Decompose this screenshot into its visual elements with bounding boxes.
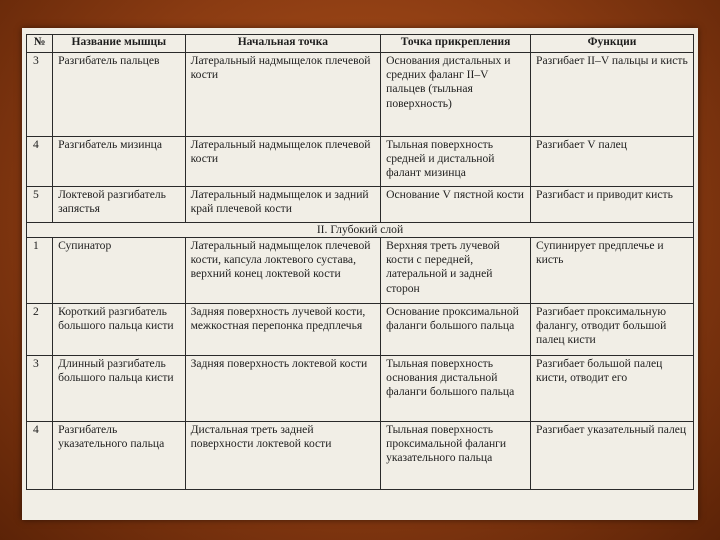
header-insertion: Точка прикрепления <box>381 35 531 53</box>
row-num: 3 <box>27 53 53 137</box>
table-row <box>27 304 694 356</box>
table-row <box>27 422 694 490</box>
muscle-name: Короткий разгибатель большого пальца кисти <box>53 304 186 356</box>
insertion-cell: Основание проксимальной фаланги большого пальца <box>381 304 531 356</box>
row-num: 2 <box>27 304 53 356</box>
origin-cell: Латеральный надмыщелок и задний край плечевой кости <box>185 187 381 223</box>
function-cell: Разгибает V палец <box>531 137 694 187</box>
header-origin: Начальная точка <box>185 35 381 53</box>
section-row <box>27 223 694 238</box>
row-num: 3 <box>27 356 53 422</box>
origin-cell: Латеральный надмыщелок плечевой кости, капсула локтевого сустава, верхний конец локтевой кости <box>185 238 381 304</box>
table-row <box>27 137 694 187</box>
row-num: 1 <box>27 238 53 304</box>
header-function: Функции <box>531 35 694 53</box>
origin-cell: Латеральный надмыщелок плечевой кости <box>185 137 381 187</box>
table-row <box>27 356 694 422</box>
table-row <box>27 53 694 137</box>
origin-cell: Дистальная треть задней поверхности локтевой кости <box>185 422 381 490</box>
function-cell: Разгибает проксимальную фалангу, отводит большой палец кисти <box>531 304 694 356</box>
muscle-name: Локтевой разгибатель запястья <box>53 187 186 223</box>
muscle-name: Разгибатель мизинца <box>53 137 186 187</box>
insertion-cell: Тыльная поверхность основания дистальной фаланги большого пальца <box>381 356 531 422</box>
function-cell: Разгибает II–V пальцы и кисть <box>531 53 694 137</box>
muscle-name: Разгибатель указательного пальца <box>53 422 186 490</box>
row-num: 5 <box>27 187 53 223</box>
function-cell: Разгибает большой палец кисти, отводит его <box>531 356 694 422</box>
table-row <box>27 238 694 304</box>
section-title: II. Глубокий слой <box>27 223 694 238</box>
insertion-cell: Основания дистальных и средних фаланг II–V пальцев (тыльная поверхность) <box>381 53 531 137</box>
function-cell: Разгибаст и приводит кисть <box>531 187 694 223</box>
row-num: 4 <box>27 137 53 187</box>
origin-cell: Задняя поверхность локтевой кости <box>185 356 381 422</box>
header-num: № <box>27 35 53 53</box>
muscle-name: Супинатор <box>53 238 186 304</box>
function-cell: Разгибает указательный палец <box>531 422 694 490</box>
origin-cell: Задняя поверхность лучевой кости, межкостная перепонка предплечья <box>185 304 381 356</box>
header-row <box>27 35 694 53</box>
insertion-cell: Верхняя треть лучевой кости с передней, латеральной и задней сторон <box>381 238 531 304</box>
header-name: Название мышцы <box>53 35 186 53</box>
origin-cell: Латеральный надмыщелок плечевой кости <box>185 53 381 137</box>
row-num: 4 <box>27 422 53 490</box>
function-cell: Супинирует предплечье и кисть <box>531 238 694 304</box>
table-row <box>27 187 694 223</box>
muscle-table <box>26 34 694 490</box>
document-page <box>22 28 698 520</box>
insertion-cell: Тыльная поверхность проксимальной фаланги указательного пальца <box>381 422 531 490</box>
muscle-name: Длинный разгибатель большого пальца кисти <box>53 356 186 422</box>
insertion-cell: Основание V пястной кости <box>381 187 531 223</box>
muscle-name: Разгибатель пальцев <box>53 53 186 137</box>
insertion-cell: Тыльная поверхность средней и дистальной фалант мизинца <box>381 137 531 187</box>
